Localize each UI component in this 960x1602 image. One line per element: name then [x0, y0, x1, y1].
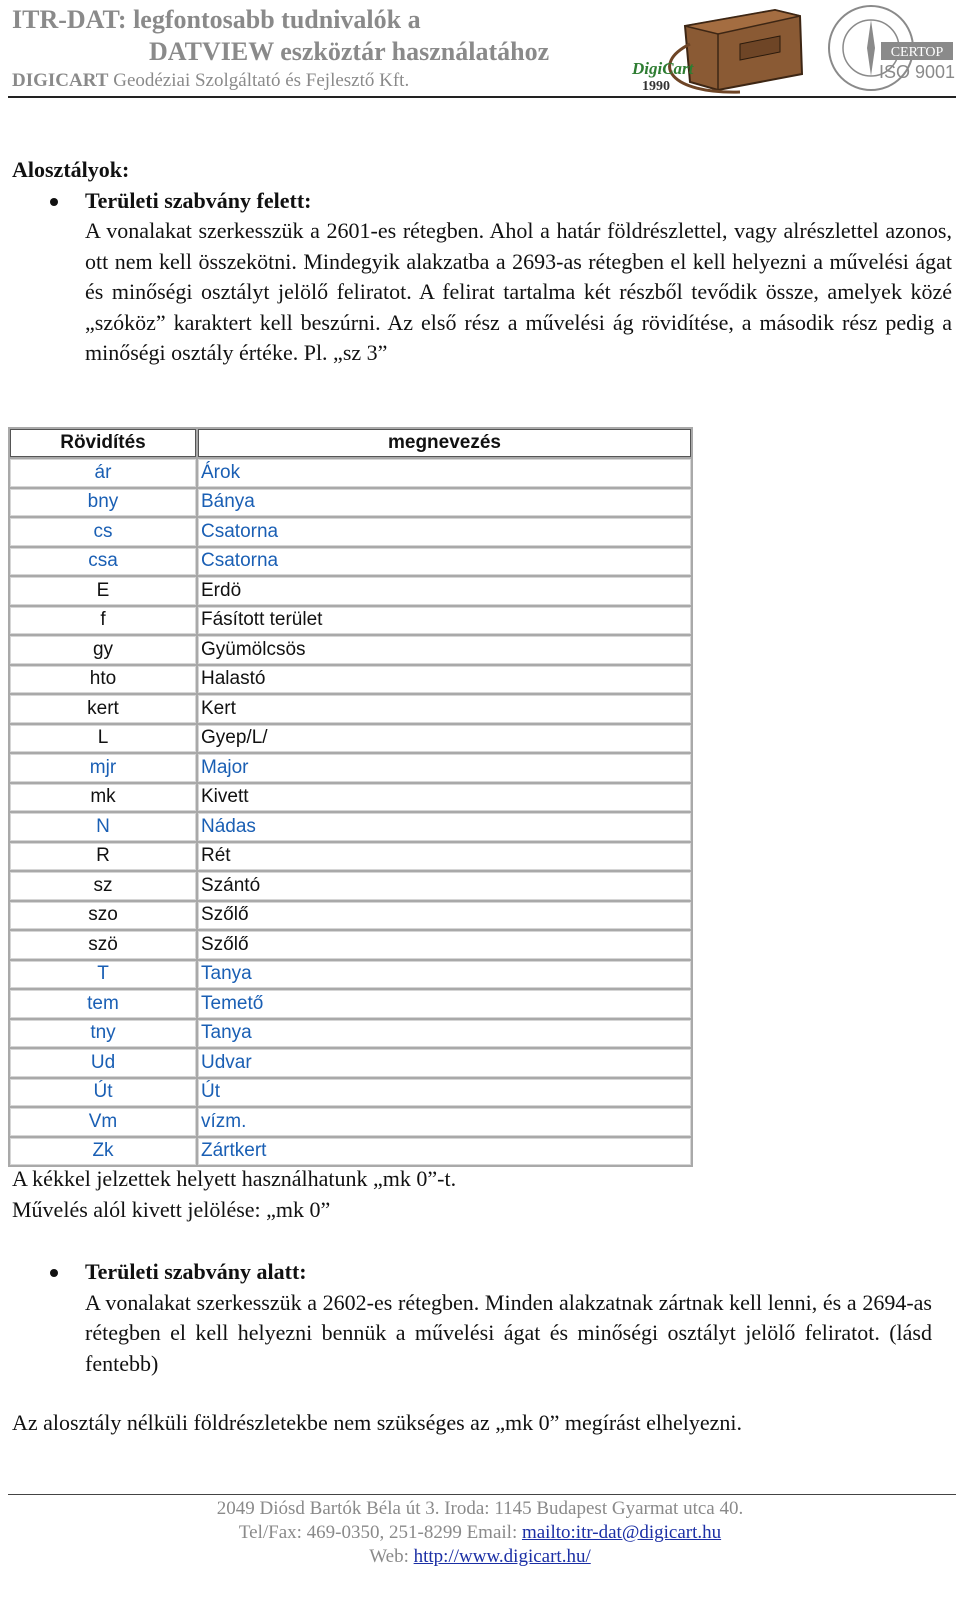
name-cell: Temető — [198, 990, 691, 1018]
name-cell: Major — [198, 754, 691, 782]
table-row — [10, 695, 691, 723]
name-cell: Udvar — [198, 1049, 691, 1077]
main-content — [12, 155, 952, 369]
abbreviation-cell: N — [10, 813, 196, 841]
table-row — [10, 548, 691, 576]
footer-web — [0, 1545, 960, 1569]
table-row — [10, 577, 691, 605]
name-cell: Nádas — [198, 813, 691, 841]
name-cell: Rét — [198, 843, 691, 871]
section-heading: Alosztályok: — [12, 157, 130, 182]
name-cell: Csatorna — [198, 518, 691, 546]
abbreviation-cell: csa — [10, 548, 196, 576]
abbreviation-cell: L — [10, 725, 196, 753]
blue-entries-note: A kékkel jelzettek helyett használhatunk „mk 0”-t. — [12, 1166, 457, 1191]
bullet-title: Területi szabvány alatt: — [85, 1259, 307, 1284]
page-header — [0, 0, 960, 100]
bullet-paragraph: A vonalakat szerkesszük a 2601-es rétegben. Ahol a határ földrészlettel, vagy alrészlettel azonos, ott nem kell összekötni. Mindegyik alakzatba a 2693-as rétegben el kell helyezni a művelési ágat és minőségi osztályt jelölő feliratot. A felirat tartalma két részből tevődik össze, amelyek közé „szóköz” karaktert kell beszúrni. Az első rész a művelési ág rövidítése, a második rész pedig a minőségi osztály értéke. Pl. „sz 3” — [85, 218, 952, 365]
table-row — [10, 872, 691, 900]
table-row — [10, 1108, 691, 1136]
table-row — [10, 784, 691, 812]
name-cell: Tanya — [198, 1020, 691, 1048]
name-cell: Tanya — [198, 961, 691, 989]
abbreviation-cell: tny — [10, 1020, 196, 1048]
table-row — [10, 754, 691, 782]
abbreviation-cell: Út — [10, 1079, 196, 1107]
abbreviation-table — [8, 427, 693, 1167]
name-cell: Halastó — [198, 666, 691, 694]
company-name — [12, 70, 409, 92]
abbreviation-cell: szo — [10, 902, 196, 930]
table-row — [10, 961, 691, 989]
name-cell: Kivett — [198, 784, 691, 812]
table-body — [10, 459, 691, 1165]
footer-web-label: Web: — [369, 1546, 414, 1567]
footer-contact — [0, 1521, 960, 1545]
abbreviation-cell: szö — [10, 931, 196, 959]
bullet-above-standard — [12, 186, 952, 369]
footer-address: 2049 Diósd Bartók Béla út 3. Iroda: 1145 Budapest Gyarmat utca 40. — [216, 1498, 744, 1519]
table-row — [10, 931, 691, 959]
abbreviation-cell: kert — [10, 695, 196, 723]
bullet-paragraph: A vonalakat szerkesszük a 2602-es rétegben. Minden alakzatnak zártnak kell lenni, és a 2694-as rétegben el kell helyezni bennük a művelési ágat és minőségi osztályt jelölő feliratot. (lásd fentebb) — [85, 1289, 932, 1376]
cert-iso: ISO 9001 — [878, 62, 955, 82]
name-cell: vízm. — [198, 1108, 691, 1136]
abbreviation-cell: cs — [10, 518, 196, 546]
name-cell: Kert — [198, 695, 691, 723]
name-cell: Szántó — [198, 872, 691, 900]
abbreviation-cell: T — [10, 961, 196, 989]
column-header-abbreviation: Rövidítés — [10, 429, 196, 457]
logo-year: 1990 — [642, 79, 670, 94]
name-cell: Zártkert — [198, 1138, 691, 1166]
name-cell: Bánya — [198, 489, 691, 517]
company-name-bold: DIGICART — [12, 70, 109, 91]
abbreviation-cell: mjr — [10, 754, 196, 782]
table-row — [10, 666, 691, 694]
name-cell: Csatorna — [198, 548, 691, 576]
name-cell: Szőlő — [198, 931, 691, 959]
abbreviation-cell: Zk — [10, 1138, 196, 1166]
abbreviation-cell: Ud — [10, 1049, 196, 1077]
abbreviation-cell: E — [10, 577, 196, 605]
name-cell: Szőlő — [198, 902, 691, 930]
email-link[interactable]: mailto:itr-dat@digicart.hu — [521, 1522, 722, 1543]
name-cell: Árok — [198, 459, 691, 487]
abbreviation-cell: gy — [10, 636, 196, 664]
title-line-1: ITR-DAT: legfontosabb tudnivalók a — [12, 5, 421, 34]
table-row — [10, 518, 691, 546]
table-row — [10, 990, 691, 1018]
column-header-name: megnevezés — [198, 429, 691, 457]
header-rule — [8, 96, 956, 98]
iso-certificate-logo — [825, 2, 955, 94]
exempt-note: Művelés alól kivett jelölése: „mk 0” — [12, 1196, 331, 1222]
page-footer — [0, 1497, 960, 1569]
bullet-icon — [50, 198, 58, 206]
table-row — [10, 725, 691, 753]
abbreviation-cell: ár — [10, 459, 196, 487]
name-cell: Gyep/L/ — [198, 725, 691, 753]
abbreviation-cell: mk — [10, 784, 196, 812]
cert-label: CERTOP — [890, 45, 944, 60]
name-cell: Fásított terület — [198, 607, 691, 635]
table-row — [10, 1138, 691, 1166]
table-header-row — [10, 429, 691, 457]
document-title — [12, 4, 549, 68]
logo-text: DigiCart — [632, 59, 694, 78]
name-cell: Gyümölcsös — [198, 636, 691, 664]
table-row — [10, 902, 691, 930]
bullet-icon — [50, 1269, 58, 1277]
table-row — [10, 1020, 691, 1048]
bullet-title: Területi szabvány felett: — [85, 187, 312, 213]
table-row — [10, 636, 691, 664]
abbreviation-cell: tem — [10, 990, 196, 1018]
abbreviation-cell: Vm — [10, 1108, 196, 1136]
table-row — [10, 843, 691, 871]
table-row — [10, 1049, 691, 1077]
name-cell: Út — [198, 1079, 691, 1107]
footer-rule — [8, 1494, 956, 1495]
bullet-below-standard — [12, 1257, 932, 1379]
title-line-2: DATVIEW eszköztár használatához — [149, 37, 550, 66]
table-row — [10, 1079, 691, 1107]
website-link[interactable]: http://www.digicart.hu/ — [413, 1546, 591, 1567]
footer-phone: Tel/Fax: 469-0350, 251-8299 Email: — [238, 1522, 522, 1543]
digicart-logo — [630, 4, 820, 94]
abbreviation-cell: hto — [10, 666, 196, 694]
table-row — [10, 489, 691, 517]
table-notes — [12, 1164, 952, 1225]
abbreviation-cell: R — [10, 843, 196, 871]
company-name-rest: Geodéziai Szolgáltató és Fejlesztő Kft. — [108, 70, 410, 91]
table-row — [10, 459, 691, 487]
table-row — [10, 607, 691, 635]
abbreviation-cell: bny — [10, 489, 196, 517]
table-row — [10, 813, 691, 841]
final-note: Az alosztály nélküli földrészletekbe nem szükséges az „mk 0” megírást elhelyezni. — [12, 1410, 742, 1435]
name-cell: Erdö — [198, 577, 691, 605]
abbreviation-cell: f — [10, 607, 196, 635]
abbreviation-cell: sz — [10, 872, 196, 900]
